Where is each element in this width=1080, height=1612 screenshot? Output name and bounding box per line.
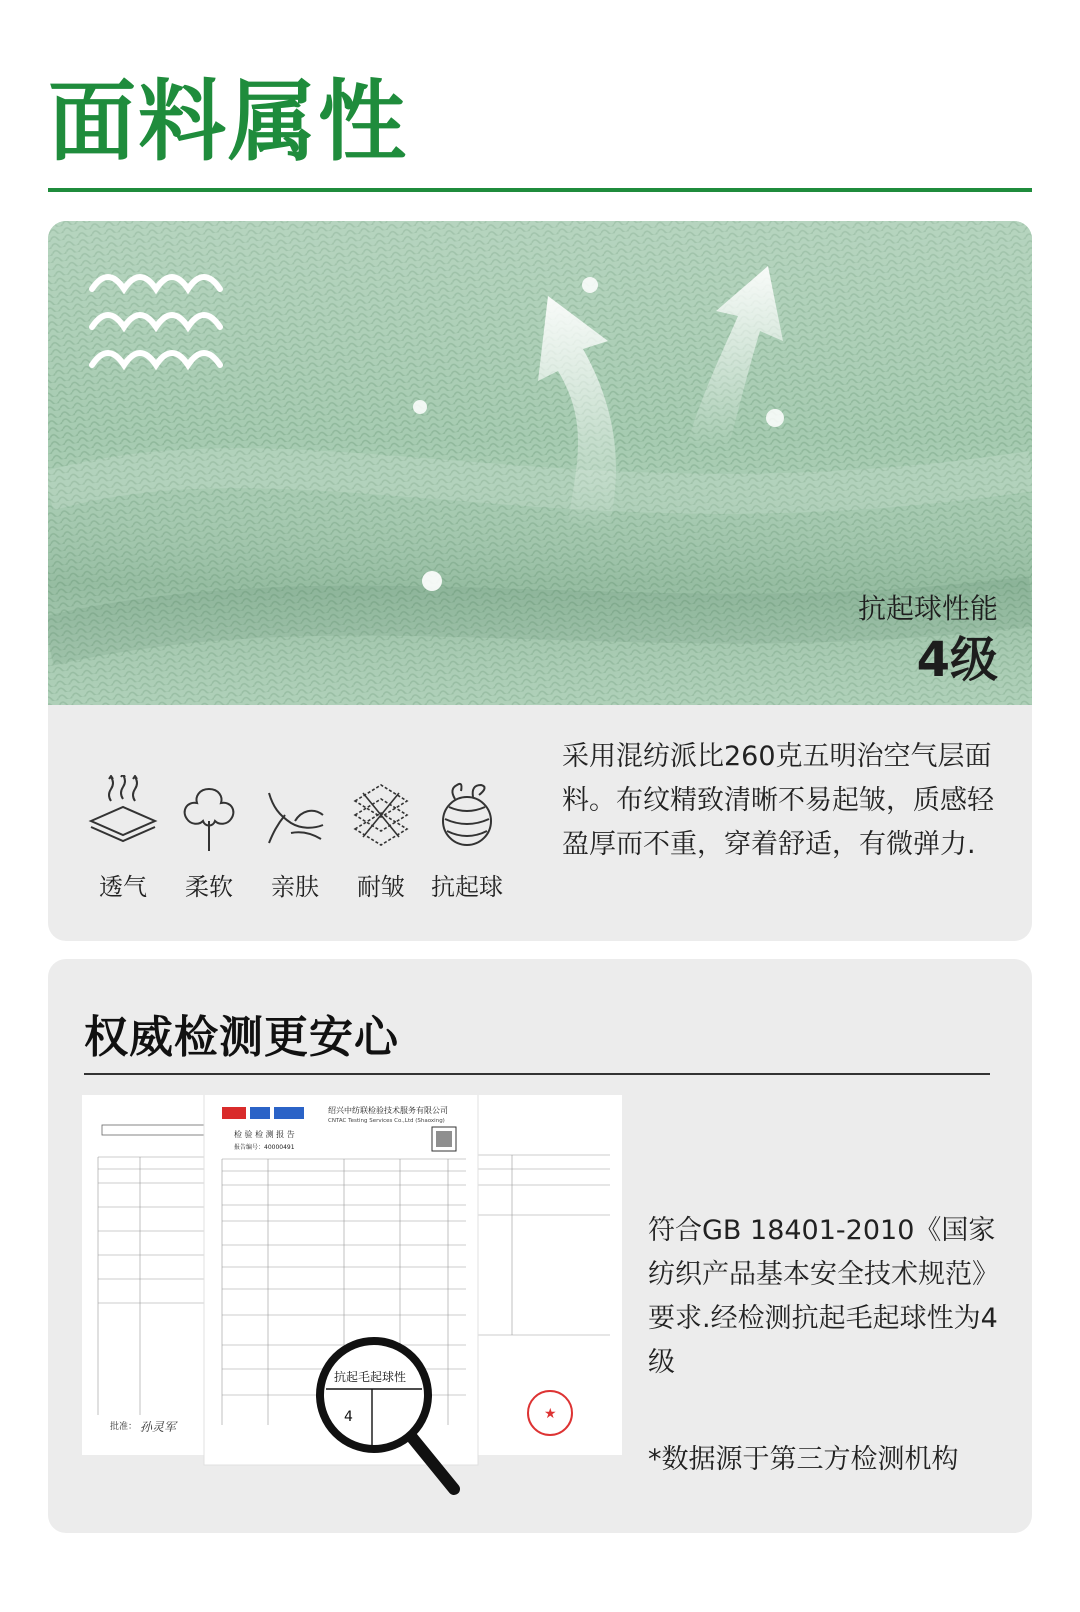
magnifier-label: 抗起毛起球性 — [334, 1370, 407, 1384]
test-report-documents — [82, 1095, 622, 1515]
report-divider — [84, 1073, 990, 1075]
svg-text:★: ★ — [544, 1406, 557, 1422]
feature-label: 柔软 — [185, 873, 233, 901]
feature-label: 亲肤 — [271, 873, 319, 901]
feature-soft — [166, 775, 252, 902]
feature-skin-friendly — [252, 775, 338, 902]
signature: 孙灵军 — [140, 1420, 177, 1434]
feature-breathable — [80, 775, 166, 902]
feature-wrinkle-resistant — [338, 775, 424, 902]
breathable-icon — [83, 775, 163, 855]
anti-pilling-caption — [858, 589, 998, 691]
lab-name-en: CNTAC Testing Services Co.,Ltd (Shaoxing) — [328, 1118, 445, 1124]
report-page-right — [462, 1095, 622, 1455]
feature-panel — [48, 705, 1032, 941]
anti-pilling-grade: 4级 — [916, 632, 998, 688]
page-title: 面料属性 — [48, 70, 409, 173]
feature-icon-row — [80, 775, 510, 902]
anti-pilling-label: 抗起球性能 — [857, 592, 998, 625]
report-title: 检 验 检 测 报 告 — [234, 1130, 295, 1139]
lab-name-cn: 绍兴中纺联检验技术服务有限公司 — [328, 1106, 448, 1115]
anti-pilling-icon — [427, 775, 507, 855]
fabric-description: 采用混纺派比260克五明治空气层面料。布纹精致清晰不易起皱，质感轻盈厚而不重，穿着舒适，有微弹力. — [562, 741, 994, 860]
wrinkle-resistant-icon — [341, 775, 421, 855]
fabric-hero-image — [48, 221, 1032, 705]
title-divider — [48, 188, 1032, 192]
report-number: 报告编号：40000491 — [234, 1144, 295, 1151]
feature-label: 透气 — [99, 873, 147, 901]
soft-cotton-icon — [169, 775, 249, 855]
report-source-note: *数据源于第三方检测机构 — [648, 1444, 959, 1475]
report-description: 符合GB 18401-2010《国家纺织产品基本安全技术规范》要求.经检测抗起毛起球性为4级 — [648, 1215, 999, 1378]
magnifier-value: 4 — [344, 1409, 353, 1425]
test-report-panel — [48, 959, 1032, 1533]
feature-anti-pilling — [424, 775, 510, 902]
svg-text:批准：: 批准： — [110, 1422, 138, 1432]
report-section-title: 权威检测更安心 — [84, 1012, 399, 1063]
skin-friendly-icon — [255, 775, 335, 855]
feature-label: 抗起球 — [431, 873, 503, 901]
feature-label: 耐皱 — [357, 873, 405, 901]
